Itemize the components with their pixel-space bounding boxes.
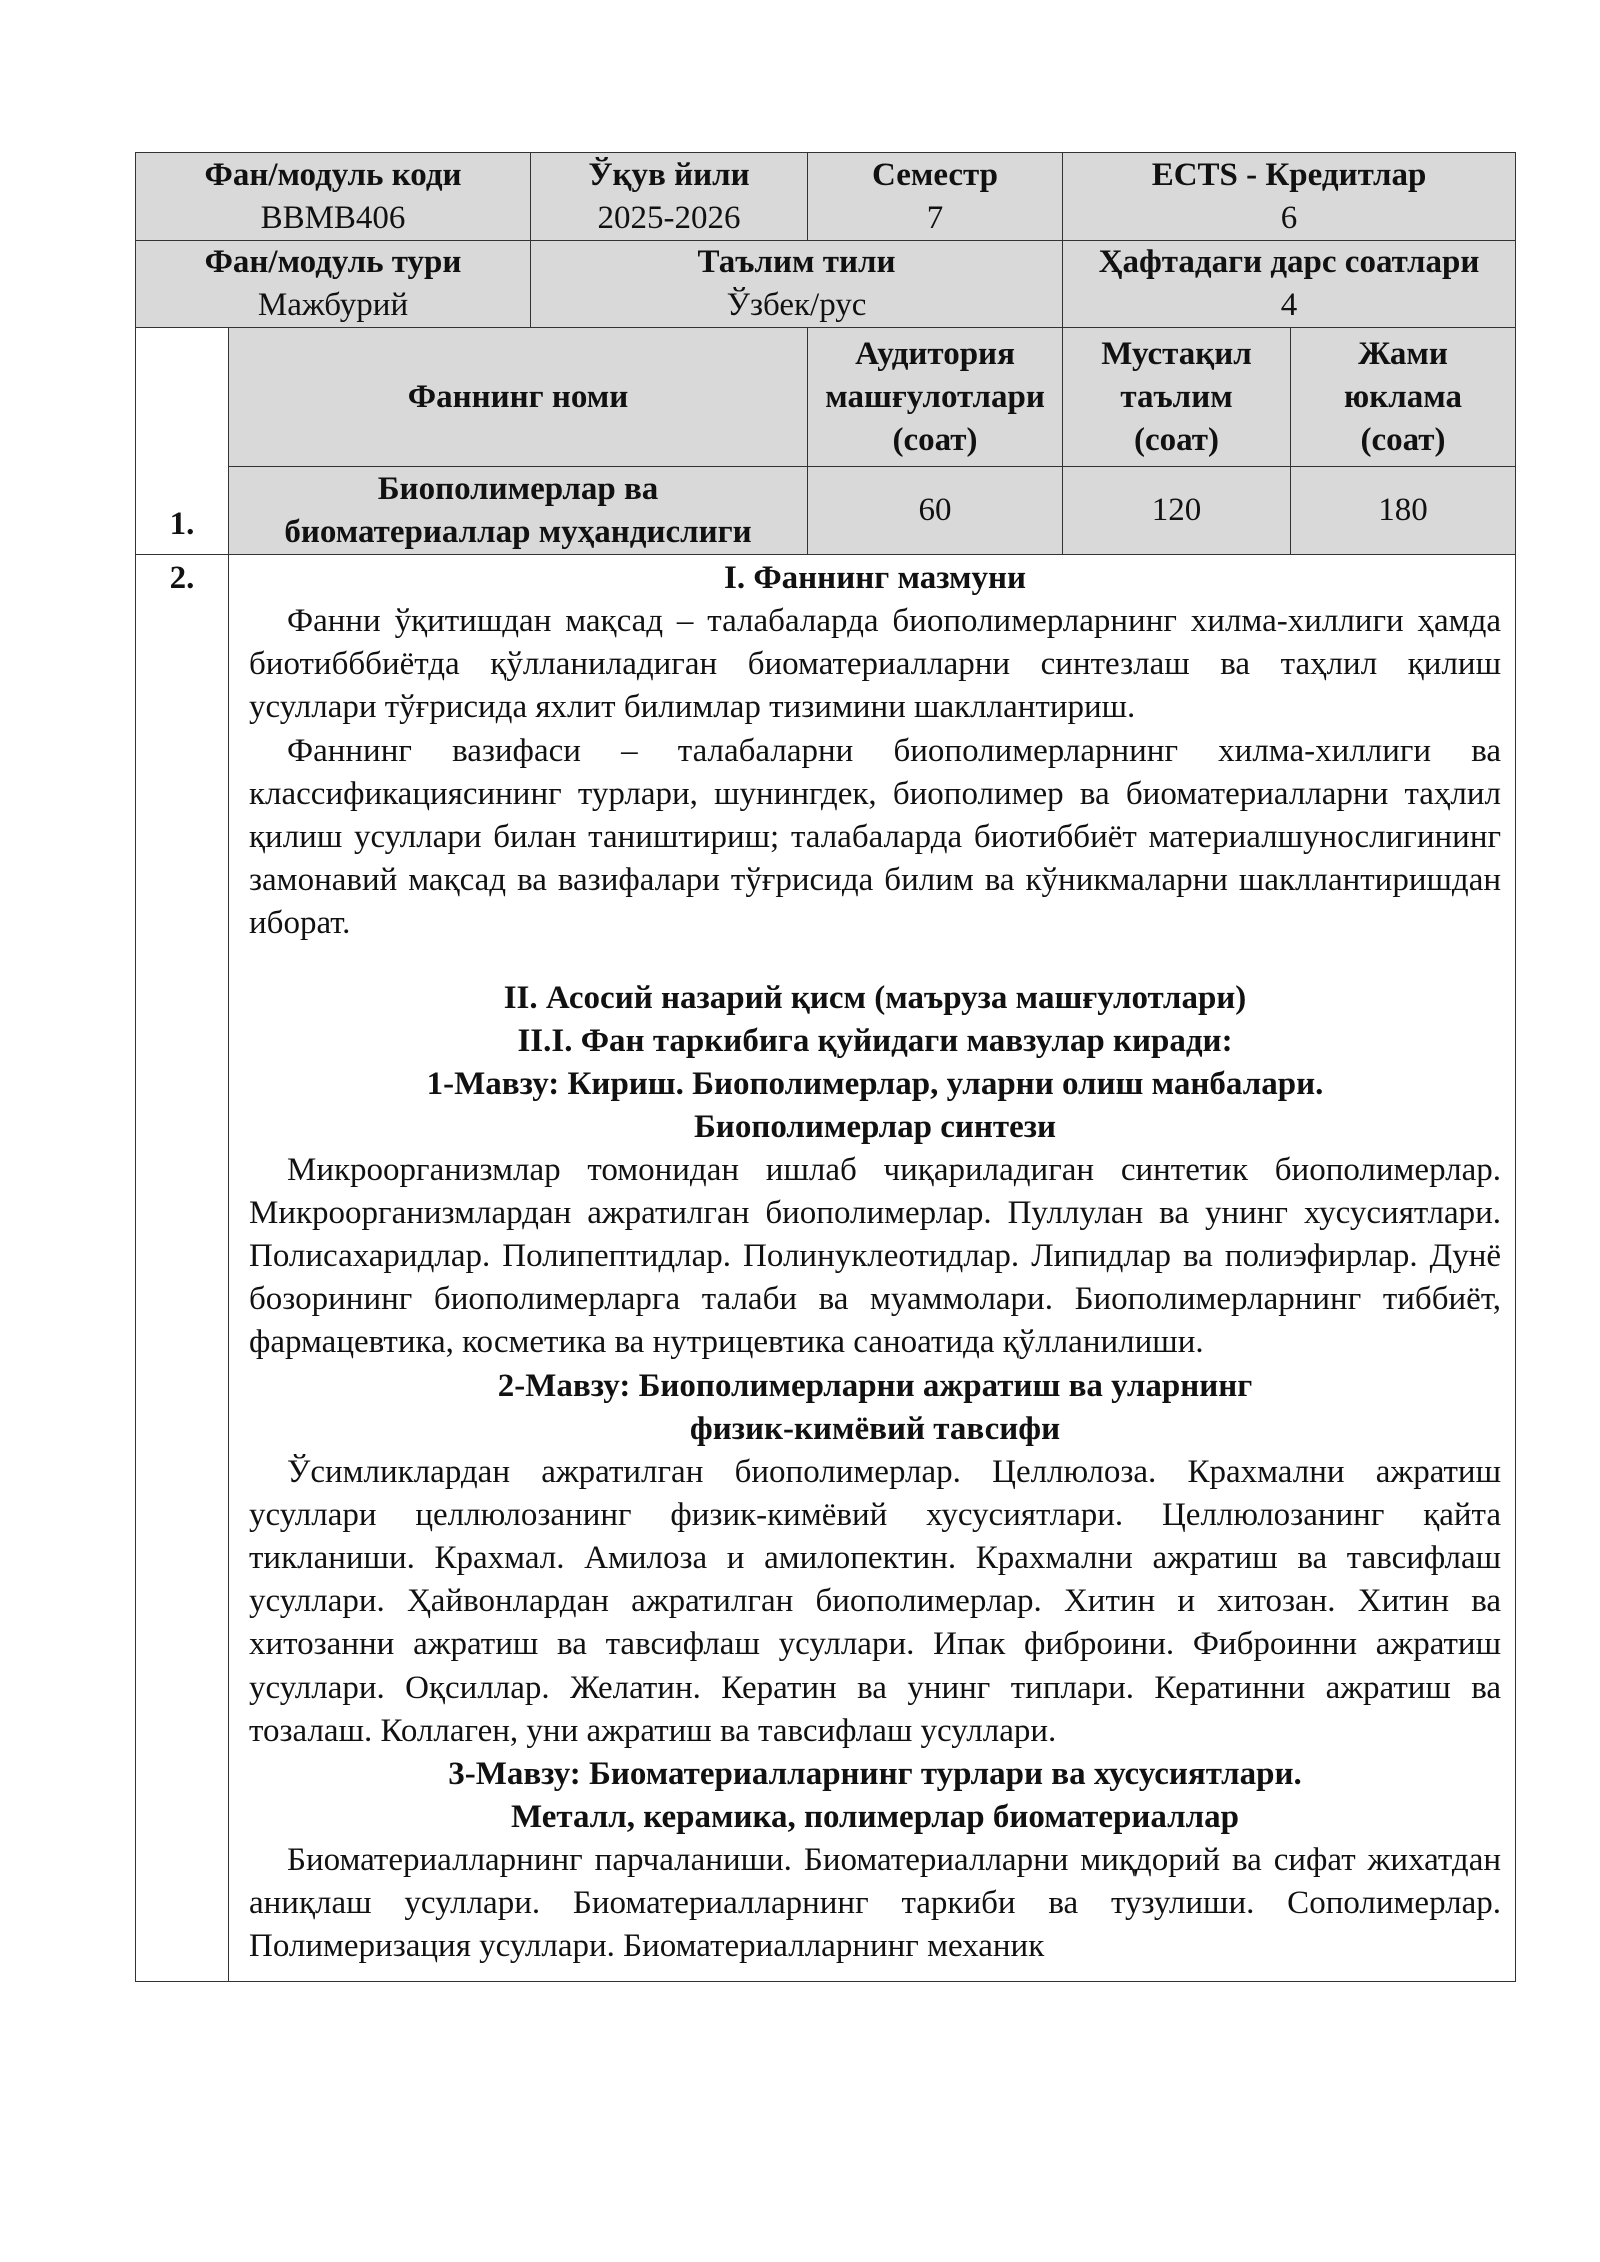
independent-header-line: Мустақил [1101, 335, 1252, 372]
section1-number: 1. [136, 328, 229, 555]
module-code-cell [136, 153, 531, 241]
academic-year-cell [531, 153, 808, 241]
theory-heading: II. Асосий назарий қисм (маъруза машғулотлари) [503, 979, 1247, 1016]
independent-header [1063, 328, 1291, 467]
topic1-title: 1-Мавзу: Кириш. Биополимерлар, уларни олиш манбалари. [426, 1065, 1324, 1102]
semester-value: 7 [926, 199, 944, 236]
auditory-header-line: (соат) [892, 421, 978, 458]
header-row-1 [136, 153, 1516, 241]
course-content-cell [229, 555, 1516, 1982]
topic2-text: Ўсимликлардан ажратилган биополимерлар. Целлюлоза. Крахмални ажратиш усуллари целлюлозанинг физик-кимёвий хусусиятлари. Целлюлозанинг қайта тикланиши. Крахмал. Амилоза и амилопектин. Крахмални ажратиш ва тавсифлаш усуллари. Ҳайвонлардан ажратилган биополимерлар. Хитин и хитозан. Хитин ва хитозанни ажратиш ва тавсифлаш усуллари. Ипак фиброини. Фиброинни ажратиш усуллари. Оқсиллар. Желатин. Кератин ва унинг типлари. Кератинни ажратиш ва тозалаш. Коллаген, уни ажратиш ва тавсифлаш усуллари. [249, 1453, 1502, 1749]
weekly-hours-value: 4 [1280, 287, 1298, 323]
section2-number: 2. [136, 555, 229, 1982]
total-header-line: (соат) [1360, 421, 1446, 458]
module-type-value: Мажбурий [257, 287, 409, 323]
ects-label: ECTS - Кредитлар [1151, 156, 1427, 193]
module-type-label: Фан/модуль тури [204, 244, 462, 280]
topic3-subtitle: Металл, керамика, полимерлар биоматериаллар [510, 1799, 1240, 1836]
auditory-header-line: Аудитория [855, 335, 1015, 372]
total-header [1291, 328, 1516, 467]
subject-name-line: биоматериаллар муҳандислиги [284, 513, 752, 550]
weekly-hours-label: Ҳафтадаги дарс соатлари [1098, 244, 1480, 280]
module-type-cell [136, 241, 531, 328]
independent-header-line: таълим [1120, 378, 1233, 415]
section1-values-row [136, 467, 1516, 555]
subject-name-header [229, 328, 808, 467]
weekly-hours-cell [1063, 241, 1516, 328]
topic1-subtitle: Биополимерлар синтези [693, 1108, 1057, 1145]
topics-heading: II.I. Фан таркибига қуйидаги мавзулар киради: [517, 1022, 1233, 1059]
total-hours: 180 [1291, 467, 1516, 555]
topic3-text: Биоматериалларнинг парчаланиши. Биоматериалларни миқдорий ва сифат жихатдан аниқлаш усуллари. Биоматериалларнинг таркиби ва тузулиши. Сополимерлар. Полимеризация усуллари. Биоматериалларнинг механик [249, 1842, 1502, 1965]
language-label: Таълим тили [697, 244, 896, 280]
syllabus-table [135, 152, 1516, 1982]
auditory-header-line: машғулотлари [825, 378, 1045, 415]
ects-cell [1063, 153, 1516, 241]
subject-name-cell [229, 467, 808, 555]
subject-name-header-text: Фаннинг номи [407, 378, 629, 415]
module-code-value: BBMB406 [260, 199, 406, 236]
topic2-title: 2-Мавзу: Биополимерларни ажратиш ва уларнинг [497, 1367, 1253, 1404]
topic2-subtitle: физик-кимёвий тавсифи [689, 1410, 1061, 1447]
independent-hours: 120 [1063, 467, 1291, 555]
task-paragraph: Фаннинг вазифаси – талабаларни биополимерларнинг хилма-хиллиги ва классификациясининг турлари, шунингдек, биополимер ва биоматериалларни таҳлил қилиш усуллари билан таништириш; талабаларда биотиббиёт материалшунослигининг замонавий мақсад ва вазифалари тўғрисида билим ва кўникмаларни шакллантиришдан иборат. [249, 732, 1502, 942]
independent-header-line: (соат) [1134, 421, 1219, 458]
header-row-2 [136, 241, 1516, 328]
subject-name-line: Биополимерлар ва [377, 470, 659, 507]
goal-paragraph: Фанни ўқитишдан мақсад – талабаларда биополимерларнинг хилма-хиллиги ҳамда биотибббиётда қўлланиладиган биоматериалларни синтезлаш ва таҳлил қилиш усуллари тўғрисида яхлит билимлар тизимини шакллантириш. [249, 603, 1502, 726]
academic-year-value: 2025-2026 [597, 199, 741, 236]
language-value: Ўзбек/рус [726, 287, 867, 323]
semester-cell [808, 153, 1063, 241]
ects-value: 6 [1280, 199, 1298, 236]
section1-header-row [136, 328, 1516, 467]
auditory-header [808, 328, 1063, 467]
language-cell [531, 241, 1063, 328]
academic-year-label: Ўқув йили [588, 156, 750, 193]
syllabus-page [135, 152, 1515, 1982]
module-code-label: Фан/модуль коди [204, 156, 462, 193]
section2-row [136, 555, 1516, 1982]
topic1-text: Микроорганизмлар томонидан ишлаб чиқариладиган синтетик биополимерлар. Микроорганизмлардан ажратилган биополимерлар. Пуллулан ва унинг хусусиятлари. Полисахаридлар. Полипептидлар. Полинуклеотидлар. Липидлар ва полиэфирлар. Дунё бозорининг биополимерларга талаби ва муаммолари. Биополимерларнинг тиббиёт, фармацевтика, косметика ва нутрицевтика саноатида қўлланилиши. [249, 1151, 1502, 1361]
topic3-title: 3-Мавзу: Биоматериалларнинг турлари ва хусусиятлари. [448, 1756, 1302, 1793]
paragraph-spacer [249, 946, 1501, 977]
semester-label: Семестр [872, 156, 999, 193]
auditory-hours: 60 [808, 467, 1063, 555]
total-header-line: юклама [1344, 378, 1463, 415]
content-heading: I. Фаннинг мазмуни [723, 560, 1027, 596]
total-header-line: Жами [1358, 335, 1448, 372]
